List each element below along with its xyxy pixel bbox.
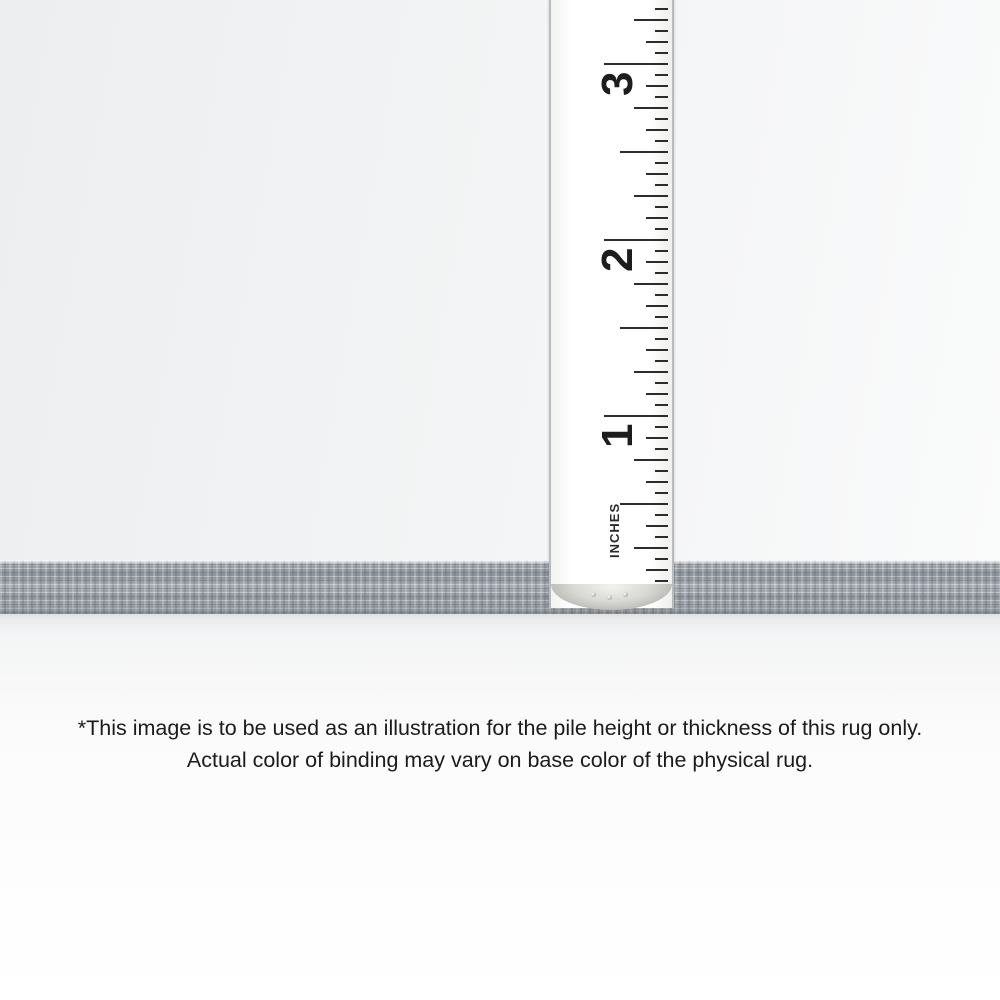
caption-line-1: *This image is to be used as an illustration for the pile height or thickness of this rug only. [77, 716, 923, 740]
tape-number-1: 1 [593, 423, 642, 448]
caption [0, 712, 1000, 776]
tape-right-edge [672, 0, 674, 608]
tape-number-3: 3 [593, 71, 642, 96]
floor-surface [0, 612, 1000, 1000]
caption-line-2: Actual color of binding may vary on base color of the physical rug. [186, 748, 814, 772]
tape-measure [549, 0, 674, 608]
tape-unit-label: INCHES [607, 502, 622, 558]
rug-bottom-shade [0, 604, 1000, 614]
tape-left-edge [549, 0, 551, 608]
tape-number-2: 2 [593, 247, 642, 272]
rug-top-highlight [0, 560, 1000, 564]
